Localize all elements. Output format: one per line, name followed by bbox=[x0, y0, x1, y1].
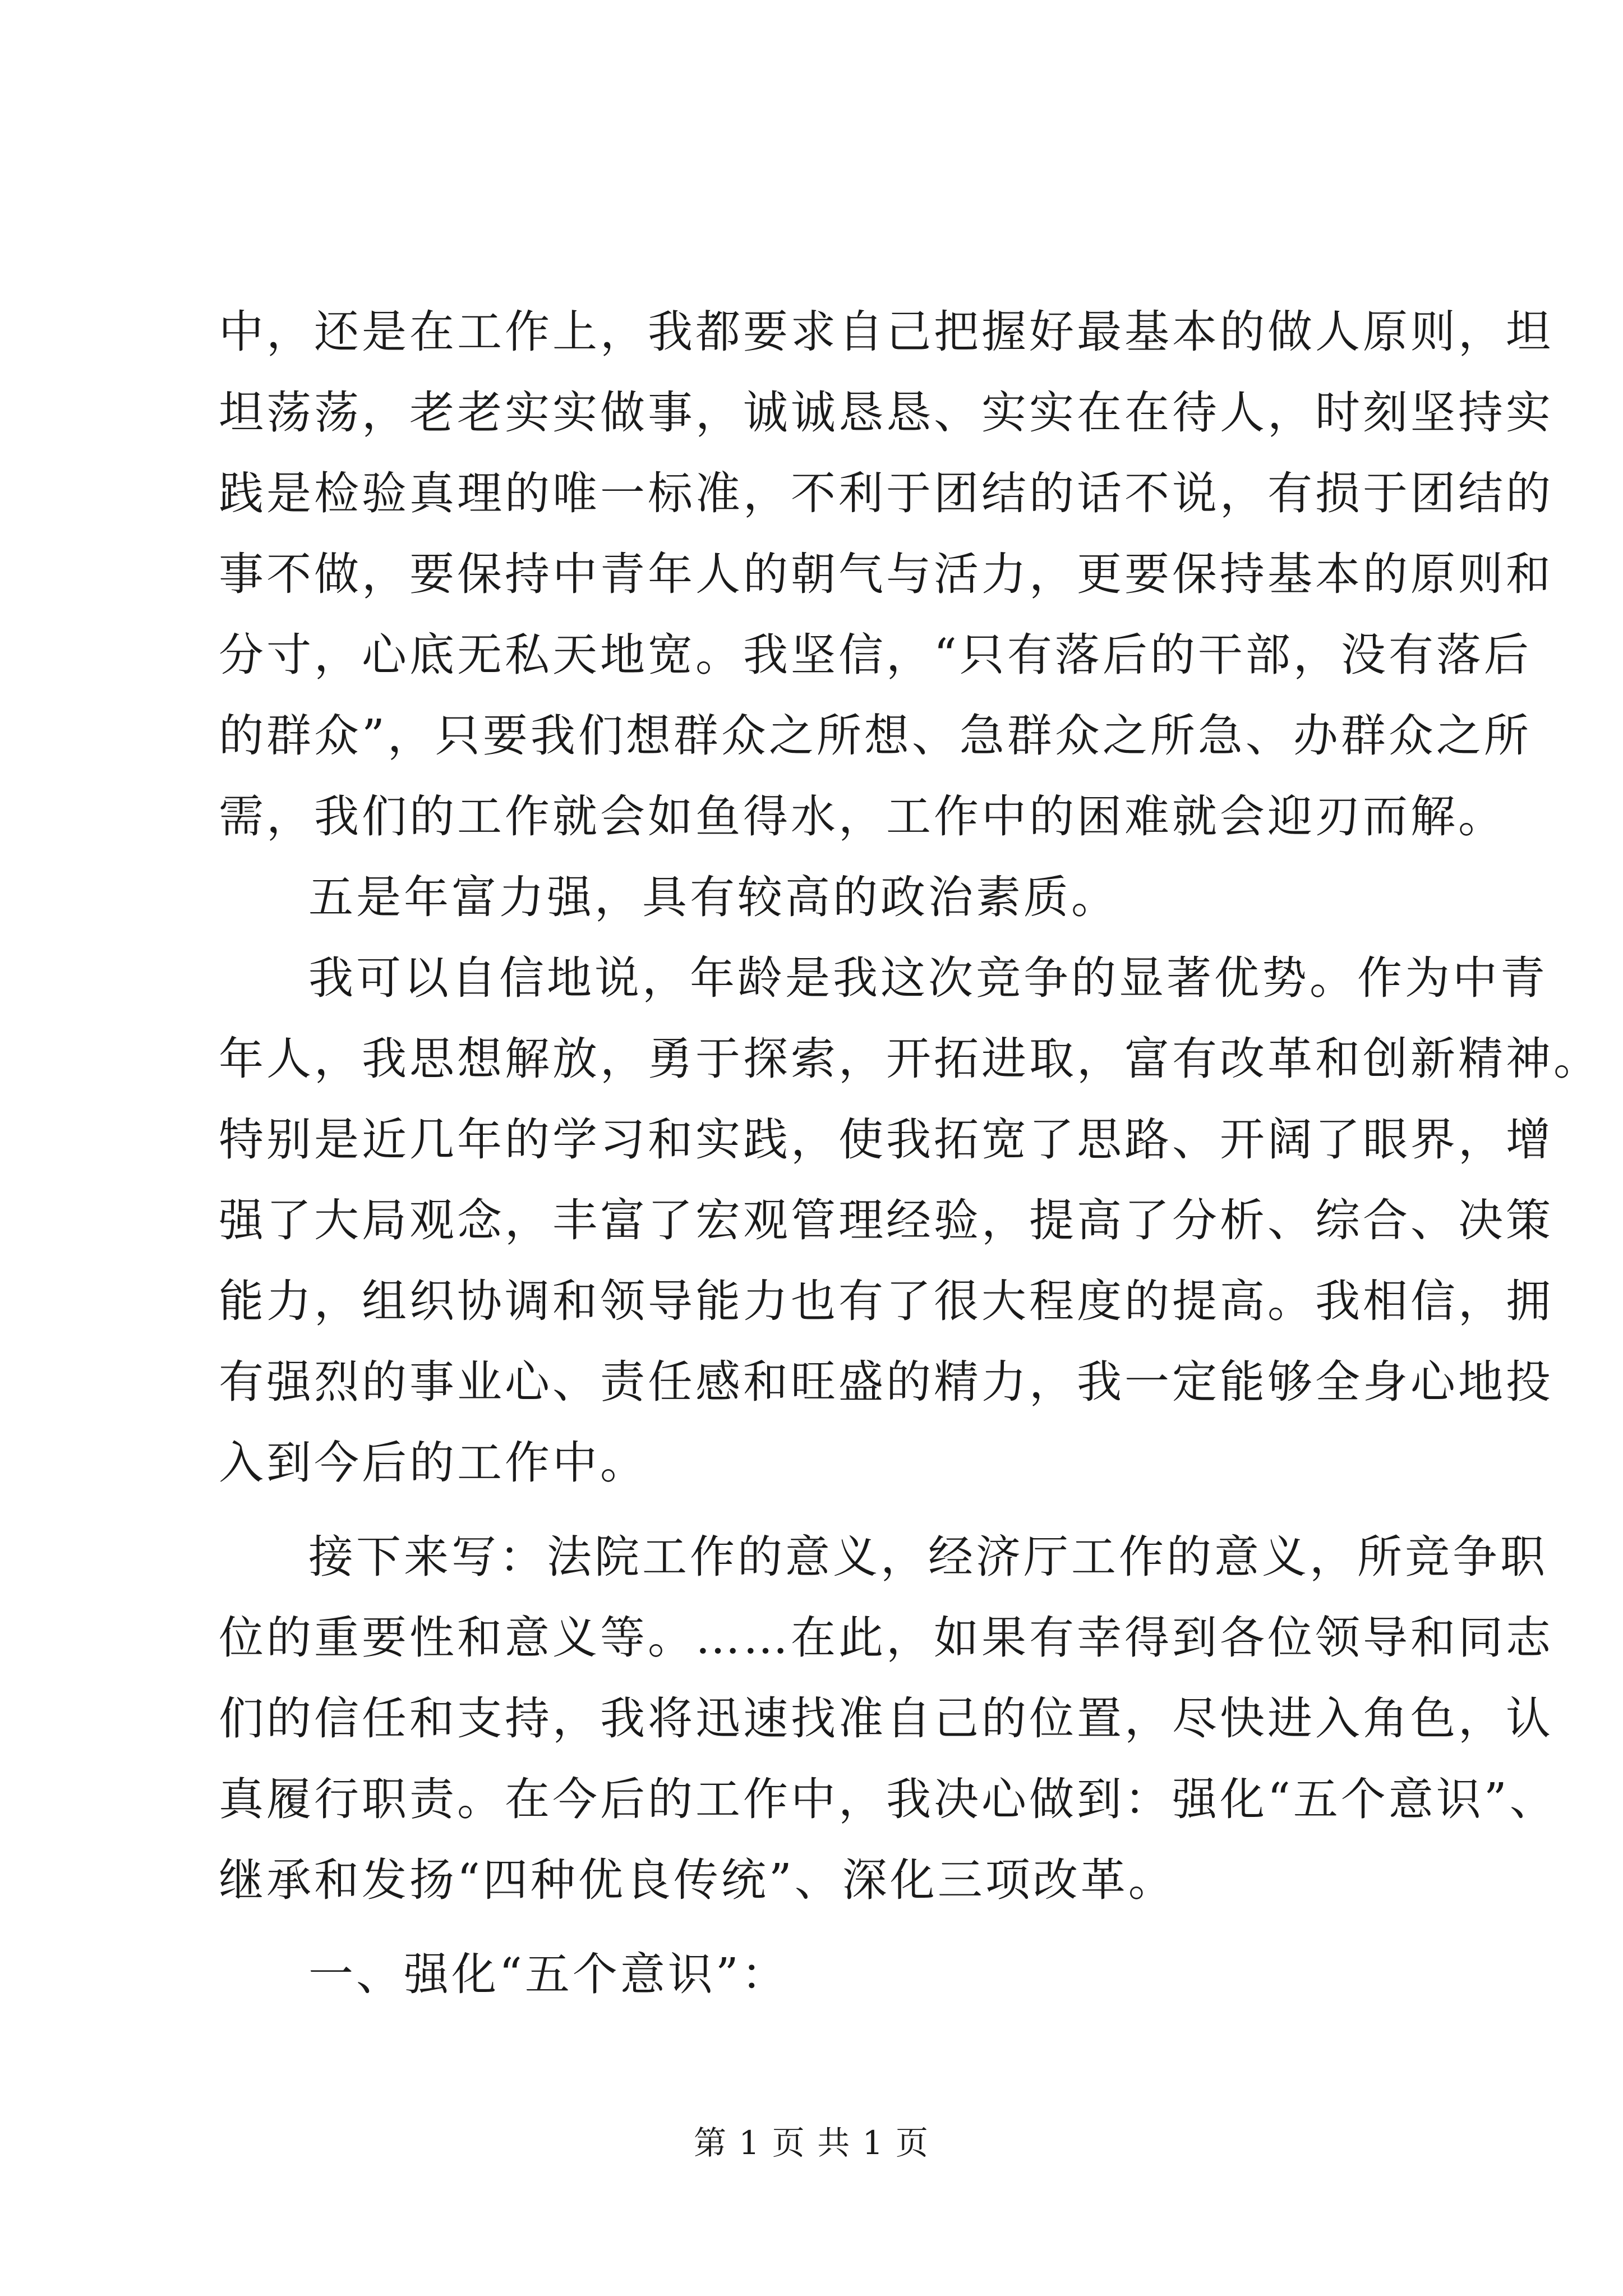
body-line: 坦荡荡，老老实实做事，诚诚恳恳、实实在在待人，时刻坚持实 bbox=[219, 386, 1553, 439]
body-line: 的群众”，只要我们想群众之所想、急群众之所急、办群众之所 bbox=[219, 710, 1532, 762]
paragraph-start: 我可以自信地说，年龄是我这次竞争的显著优势。作为中青 bbox=[308, 952, 1548, 1004]
body-line: 年人，我思想解放，勇于探索，开拓进取，富有改革和创新精神。 bbox=[219, 1033, 1601, 1085]
body-line: 真履行职责。在今后的工作中，我决心做到：强化“五个意识”、 bbox=[219, 1773, 1557, 1825]
body-line: 事不做，要保持中青年人的朝气与活力，更要保持基本的原则和 bbox=[219, 548, 1553, 600]
section-heading-one: 一、强化“五个意识”： bbox=[308, 1948, 789, 2000]
body-line: 继承和发扬“四种优良传统”、深化三项改革。 bbox=[219, 1854, 1176, 1906]
body-line: 分寸，心底无私天地宽。我坚信，“只有落后的干部，没有落后 bbox=[219, 629, 1532, 681]
body-line: 有强烈的事业心、责任感和旺盛的精力，我一定能够全身心地投 bbox=[219, 1356, 1553, 1408]
body-line: 践是检验真理的唯一标准，不利于团结的话不说，有损于团结的 bbox=[219, 467, 1553, 519]
body-line: 需，我们的工作就会如鱼得水，工作中的困难就会迎刃而解。 bbox=[219, 790, 1506, 843]
body-line: 位的重要性和意义等。……在此，如果有幸得到各位领导和同志 bbox=[219, 1612, 1553, 1664]
body-line: 强了大局观念，丰富了宏观管理经验，提高了分析、综合、决策 bbox=[219, 1194, 1553, 1246]
body-line: 们的信任和支持，我将迅速找准自己的位置，尽快进入角色，认 bbox=[219, 1692, 1553, 1745]
paragraph-start: 接下来写：法院工作的意义，经济厅工作的意义，所竞争职 bbox=[308, 1531, 1548, 1583]
section-heading-five: 五是年富力强，具有较高的政治素质。 bbox=[308, 871, 1119, 923]
body-line: 入到今后的工作中。 bbox=[219, 1437, 648, 1489]
page-footer: 第 1 页 共 1 页 bbox=[694, 2124, 929, 2162]
body-line: 特别是近几年的学习和实践，使我拓宽了思路、开阔了眼界，增 bbox=[219, 1114, 1553, 1166]
document-body bbox=[219, 292, 1601, 2015]
body-line: 能力，组织协调和领导能力也有了很大程度的提高。我相信，拥 bbox=[219, 1275, 1553, 1327]
body-line: 中，还是在工作上，我都要求自己把握好最基本的做人原则，坦 bbox=[219, 306, 1553, 358]
